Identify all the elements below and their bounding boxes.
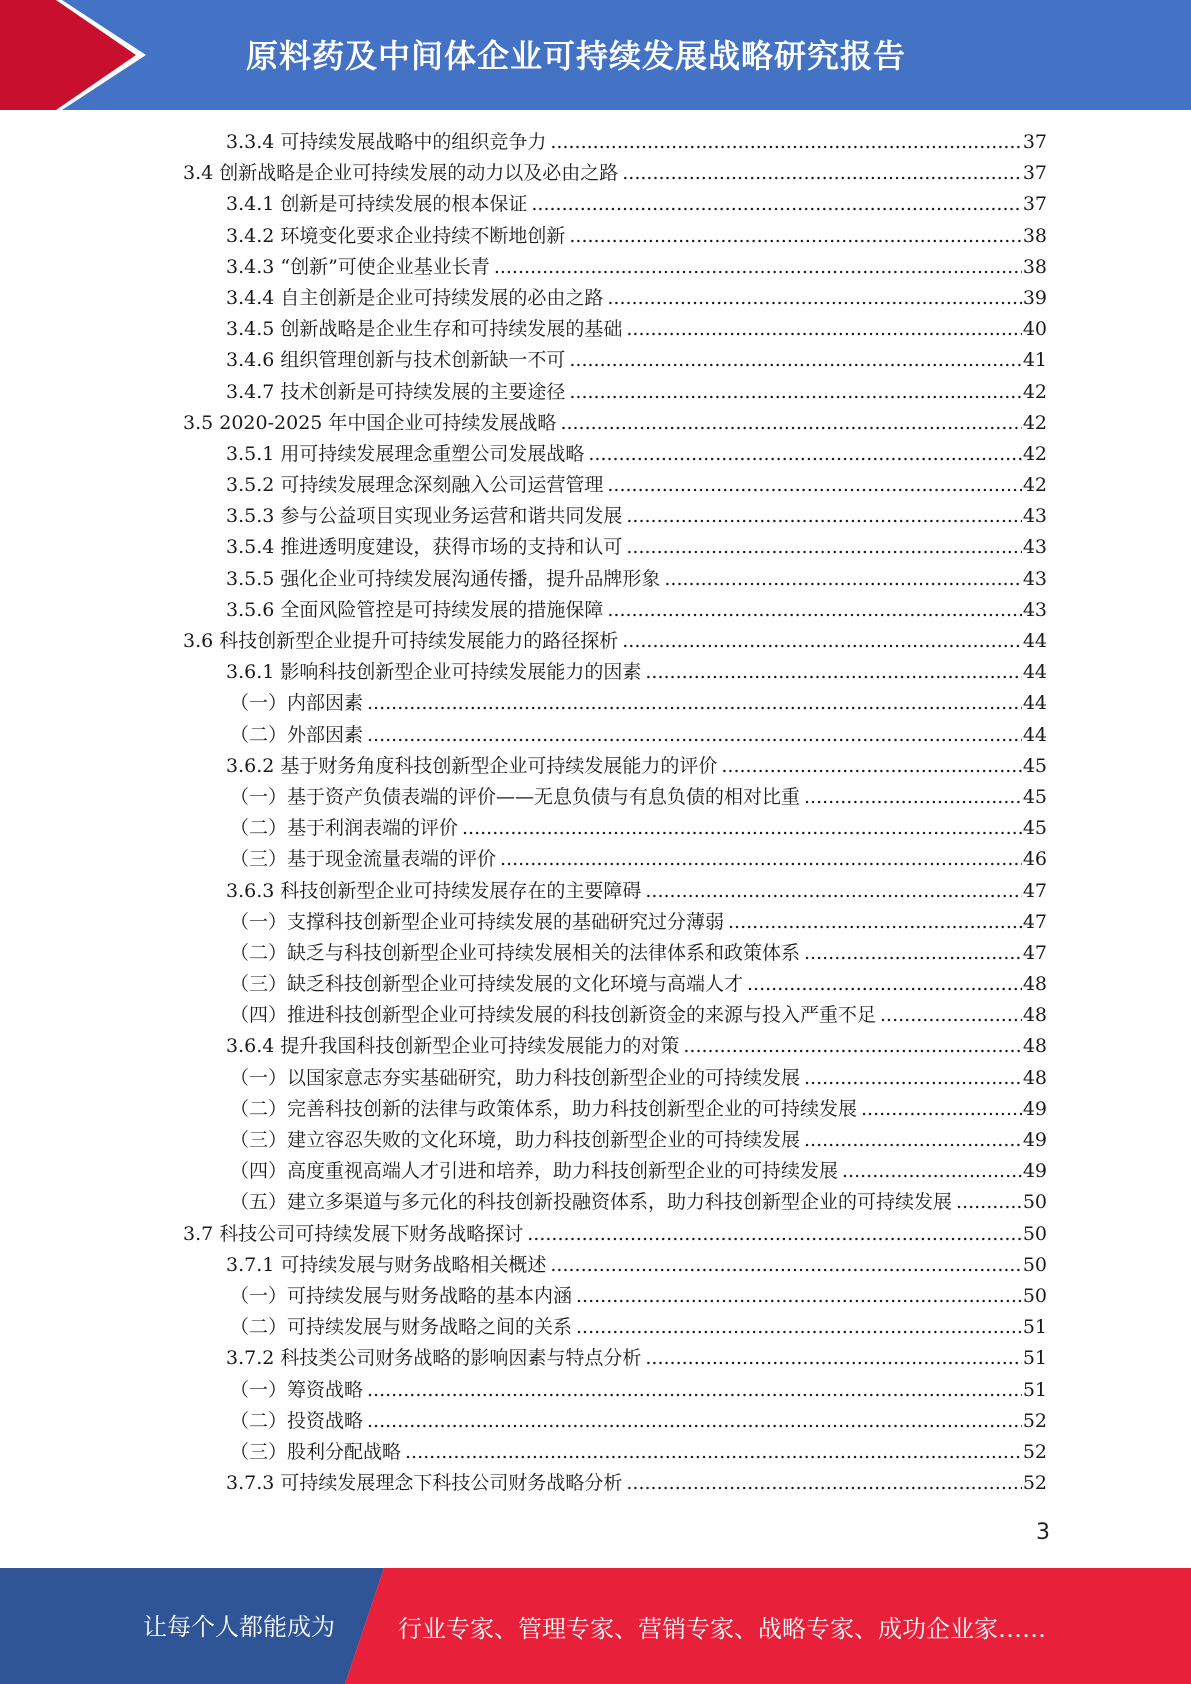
toc-entry[interactable] <box>183 782 1047 813</box>
toc-entry-page: 42 <box>1022 442 1047 465</box>
toc-entry[interactable] <box>183 1468 1047 1499</box>
toc-entry-title: 3.7.1 可持续发展与财务战略相关概述 <box>226 1253 547 1276</box>
toc-entry-title: （一）支撑科技创新型企业可持续发展的基础研究过分薄弱 <box>230 910 725 933</box>
report-title: 原料药及中间体企业可持续发展战略研究报告 <box>246 37 907 75</box>
toc-entry[interactable] <box>183 938 1047 969</box>
toc-entry[interactable] <box>183 1375 1047 1406</box>
toc-dot-leader <box>367 1406 1022 1437</box>
toc-entry-title: 3.4 创新战略是企业可持续发展的动力以及必由之路 <box>183 162 619 185</box>
toc-entry-title: （三）建立容忍失败的文化环境，助力科技创新型企业的可持续发展 <box>230 1129 801 1151</box>
toc-dot-leader <box>626 532 1021 563</box>
toc-entry-title: （二）投资战略 <box>230 1409 364 1432</box>
toc-entry[interactable] <box>183 345 1047 376</box>
toc-entry-page: 51 <box>1022 1378 1047 1401</box>
toc-dot-leader <box>861 1094 1022 1125</box>
toc-entry-title: 3.7 科技公司可持续发展下财务战略探讨 <box>183 1222 524 1245</box>
toc-entry-page: 37 <box>1022 193 1047 216</box>
toc-dot-leader <box>626 314 1021 345</box>
toc-entry-title: 3.5.5 强化企业可持续发展沟通传播，提升品牌形象 <box>226 567 661 590</box>
toc-entry-page: 48 <box>1022 1035 1047 1058</box>
toc-dot-leader <box>622 626 1022 657</box>
toc-entry[interactable] <box>183 1437 1047 1468</box>
toc-entry-page: 52 <box>1022 1472 1047 1495</box>
toc-entry[interactable] <box>183 564 1047 595</box>
toc-entry-title: 3.4.6 组织管理创新与技术创新缺一不可 <box>226 349 566 372</box>
toc-entry-title: 3.5.2 可持续发展理念深刻融入公司运营管理 <box>226 474 604 497</box>
toc-entry-page: 38 <box>1022 255 1047 278</box>
toc-entry-title: 3.6.1 影响科技创新型企业可持续发展能力的因素 <box>226 661 642 684</box>
toc-entry[interactable] <box>183 1281 1047 1312</box>
toc-entry[interactable] <box>183 844 1047 875</box>
toc-entry-page: 51 <box>1022 1316 1047 1339</box>
toc-entry[interactable] <box>183 501 1047 532</box>
toc-entry[interactable] <box>183 751 1047 782</box>
toc-dot-leader <box>645 1343 1021 1374</box>
toc-entry[interactable] <box>183 1406 1047 1437</box>
toc-dot-leader <box>588 439 1021 470</box>
toc-entry-title: （一）内部因素 <box>230 692 364 715</box>
toc-dot-leader <box>626 501 1021 532</box>
toc-entry-title: 3.3.4 可持续发展战略中的组织竞争力 <box>226 131 547 153</box>
toc-entry-title: （三）股利分配战略 <box>230 1440 402 1463</box>
toc-entry-page: 45 <box>1022 817 1047 840</box>
toc-entry-title: 3.7.3 可持续发展理念下科技公司财务战略分析 <box>226 1472 623 1495</box>
toc-dot-leader <box>645 876 1021 907</box>
toc-entry-title: （一）以国家意志夯实基础研究，助力科技创新型企业的可持续发展 <box>230 1066 801 1089</box>
toc-entry[interactable] <box>183 626 1047 657</box>
toc-entry[interactable] <box>183 470 1047 501</box>
toc-entry-title: 3.5.3 参与公益项目实现业务运营和谐共同发展 <box>226 505 623 528</box>
toc-entry[interactable] <box>183 688 1047 719</box>
page-number: 3 <box>1036 1520 1050 1545</box>
toc-entry-page: 45 <box>1022 785 1047 808</box>
toc-dot-leader <box>569 345 1021 376</box>
toc-dot-leader <box>956 1187 1022 1218</box>
toc-dot-leader <box>576 1312 1022 1343</box>
toc-entry[interactable] <box>183 1000 1047 1031</box>
toc-entry-title: （五）建立多渠道与多元化的科技创新投融资体系，助力科技创新型企业的可持续发展 <box>230 1191 953 1214</box>
toc-entry[interactable] <box>183 1063 1047 1094</box>
toc-entry-title: 3.7.2 科技类公司财务战略的影响因素与特点分析 <box>226 1347 642 1370</box>
toc-entry-page: 44 <box>1022 630 1047 652</box>
toc-entry-title: （三）缺乏科技创新型企业可持续发展的文化环境与高端人才 <box>230 973 744 996</box>
toc-dot-leader <box>721 751 1021 782</box>
toc-entry-page: 49 <box>1022 1097 1047 1120</box>
toc-entry-title: 3.4.5 创新战略是企业生存和可持续发展的基础 <box>226 318 623 341</box>
toc-entry-title: （一）可持续发展与财务战略的基本内涵 <box>230 1284 573 1307</box>
toc-dot-leader <box>367 1375 1022 1406</box>
toc-dot-leader <box>607 470 1021 501</box>
toc-entry[interactable] <box>183 221 1047 252</box>
toc-entry-page: 44 <box>1022 661 1047 684</box>
toc-dot-leader <box>531 189 1021 220</box>
toc-entry-title: （二）基于利润表端的评价 <box>230 817 459 840</box>
toc-entry-page: 52 <box>1022 1440 1047 1463</box>
toc-dot-leader <box>607 595 1021 626</box>
toc-entry[interactable] <box>183 1031 1047 1062</box>
toc-dot-leader <box>576 1281 1022 1312</box>
toc-entry-page: 37 <box>1022 131 1047 153</box>
toc-entry[interactable] <box>183 252 1047 283</box>
toc-entry-title: 3.4.7 技术创新是可持续发展的主要途径 <box>226 380 566 403</box>
toc-entry-title: （二）缺乏与科技创新型企业可持续发展相关的法律体系和政策体系 <box>230 941 801 964</box>
toc-dot-leader <box>607 283 1021 314</box>
toc-dot-leader <box>500 844 1022 875</box>
toc-entry[interactable] <box>183 158 1047 189</box>
footer-slogan-left: 让每个人都能成为 <box>143 1613 335 1641</box>
toc-entry-page: 40 <box>1022 318 1047 341</box>
toc-entry[interactable] <box>183 189 1047 220</box>
toc-entry[interactable] <box>183 1250 1047 1281</box>
toc-entry[interactable] <box>183 969 1047 1000</box>
toc-entry-page: 42 <box>1022 411 1047 434</box>
toc-entry[interactable] <box>183 1343 1047 1374</box>
toc-entry-title: （三）基于现金流量表端的评价 <box>230 848 497 871</box>
toc-entry[interactable] <box>183 1187 1047 1218</box>
toc-entry-page: 37 <box>1022 162 1047 185</box>
toc-entry[interactable] <box>183 595 1047 626</box>
toc-entry-title: （一）筹资战略 <box>230 1378 364 1401</box>
toc-dot-leader <box>804 782 1022 813</box>
toc-entry-page: 42 <box>1022 474 1047 497</box>
toc-entry-page: 39 <box>1022 286 1047 309</box>
toc-entry-page: 48 <box>1022 1066 1047 1089</box>
toc-entry-title: （二）外部因素 <box>230 723 364 746</box>
toc-entry-title: （四）高度重视高端人才引进和培养，助力科技创新型企业的可持续发展 <box>230 1160 839 1183</box>
toc-entry-page: 50 <box>1022 1222 1047 1245</box>
toc-entry-page: 49 <box>1022 1160 1047 1183</box>
toc-entry-page: 43 <box>1022 536 1047 559</box>
toc-entry-page: 38 <box>1022 224 1047 247</box>
toc-entry-title: （四）推进科技创新型企业可持续发展的科技创新资金的来源与投入严重不足 <box>230 1004 877 1027</box>
toc-entry-title: 3.6.2 基于财务角度科技创新型企业可持续发展能力的评价 <box>226 754 718 777</box>
toc-dot-leader <box>550 1250 1021 1281</box>
toc-entry-page: 49 <box>1022 1129 1047 1151</box>
toc-entry-title: 3.6.4 提升我国科技创新型企业可持续发展能力的对策 <box>226 1035 680 1058</box>
toc-dot-leader <box>683 1031 1021 1062</box>
toc-entry[interactable] <box>183 1219 1047 1250</box>
toc-entry-page: 52 <box>1022 1409 1047 1432</box>
toc-entry[interactable] <box>183 377 1047 408</box>
toc-entry-title: 3.5 2020-2025 年中国企业可持续发展战略 <box>183 411 557 434</box>
toc-dot-leader <box>747 969 1022 1000</box>
toc-entry-page: 51 <box>1022 1347 1047 1370</box>
toc-dot-leader <box>550 127 1021 158</box>
toc-dot-leader <box>560 408 1021 439</box>
toc-entry[interactable] <box>183 1312 1047 1343</box>
toc-entry[interactable] <box>183 314 1047 345</box>
toc-dot-leader <box>626 1468 1021 1499</box>
toc-dot-leader <box>527 1219 1022 1250</box>
toc-entry-page: 47 <box>1022 879 1047 902</box>
toc-dot-leader <box>622 158 1022 189</box>
toc-entry[interactable] <box>183 1125 1047 1156</box>
page-header <box>0 0 1191 110</box>
toc-entry-page: 48 <box>1022 973 1047 996</box>
toc-dot-leader <box>367 720 1022 751</box>
toc-entry[interactable] <box>183 127 1047 158</box>
toc-dot-leader <box>804 1125 1022 1156</box>
toc-entry-title: （一）基于资产负债表端的评价——无息负债与有息负债的相对比重 <box>230 785 801 808</box>
toc-dot-leader <box>728 907 1022 938</box>
toc-entry-title: （二）可持续发展与财务战略之间的关系 <box>230 1316 573 1339</box>
toc-entry-title: 3.6 科技创新型企业提升可持续发展能力的路径探析 <box>183 630 619 652</box>
toc-entry-title: 3.5.4 推进透明度建设，获得市场的支持和认可 <box>226 536 623 559</box>
toc-dot-leader <box>367 688 1022 719</box>
toc-dot-leader <box>804 1063 1022 1094</box>
toc-dot-leader <box>569 221 1021 252</box>
toc-entry[interactable] <box>183 408 1047 439</box>
toc-entry-page: 50 <box>1022 1191 1047 1214</box>
toc-entry-title: 3.4.3 “创新”可使企业基业长青 <box>226 255 490 278</box>
toc-entry-page: 44 <box>1022 692 1047 715</box>
toc-entry[interactable] <box>183 283 1047 314</box>
toc-entry[interactable] <box>183 907 1047 938</box>
toc-dot-leader <box>569 377 1021 408</box>
toc-dot-leader <box>880 1000 1022 1031</box>
toc-dot-leader <box>842 1156 1022 1187</box>
toc-entry-page: 42 <box>1022 380 1047 403</box>
toc-entry-title: 3.5.1 用可持续发展理念重塑公司发展战略 <box>226 442 585 465</box>
toc-dot-leader <box>405 1437 1022 1468</box>
toc-entry[interactable] <box>183 813 1047 844</box>
toc-entry-page: 47 <box>1022 910 1047 933</box>
toc-entry-title: 3.5.6 全面风险管控是可持续发展的措施保障 <box>226 598 604 621</box>
toc-entry-title: 3.4.4 自主创新是企业可持续发展的必由之路 <box>226 286 604 309</box>
toc-entry-page: 46 <box>1022 848 1047 871</box>
toc-entry-page: 43 <box>1022 567 1047 590</box>
toc-entry-title: 3.6.3 科技创新型企业可持续发展存在的主要障碍 <box>226 879 642 902</box>
toc-entry-page: 43 <box>1022 505 1047 528</box>
toc-dot-leader <box>494 252 1022 283</box>
toc-entry-page: 47 <box>1022 941 1047 964</box>
toc-dot-leader <box>462 813 1022 844</box>
toc-entry[interactable] <box>183 439 1047 470</box>
toc-entry[interactable] <box>183 657 1047 688</box>
toc-entry-page: 45 <box>1022 754 1047 777</box>
toc-entry-title: 3.4.2 环境变化要求企业持续不断地创新 <box>226 224 566 247</box>
toc-entry-page: 50 <box>1022 1253 1047 1276</box>
toc-entry-page: 44 <box>1022 723 1047 746</box>
toc-entry[interactable] <box>183 1156 1047 1187</box>
toc-entry[interactable] <box>183 720 1047 751</box>
toc-entry-page: 48 <box>1022 1004 1047 1027</box>
toc-entry-title: （二）完善科技创新的法律与政策体系，助力科技创新型企业的可持续发展 <box>230 1097 858 1120</box>
toc-entry-page: 50 <box>1022 1284 1047 1307</box>
toc-entry[interactable] <box>183 876 1047 907</box>
toc-dot-leader <box>664 564 1021 595</box>
header-chevron-icon <box>0 0 160 110</box>
toc-entry-title: 3.4.1 创新是可持续发展的根本保证 <box>226 193 528 216</box>
toc-dot-leader <box>804 938 1022 969</box>
toc-dot-leader <box>645 657 1021 688</box>
toc-entry-page: 41 <box>1022 349 1047 372</box>
toc-entry-page: 43 <box>1022 598 1047 621</box>
toc-entry[interactable] <box>183 1094 1047 1125</box>
toc-entry[interactable] <box>183 532 1047 563</box>
footer-slogan-right: 行业专家、管理专家、营销专家、战略专家、成功企业家…… <box>398 1615 1046 1643</box>
table-of-contents <box>183 127 1047 1499</box>
